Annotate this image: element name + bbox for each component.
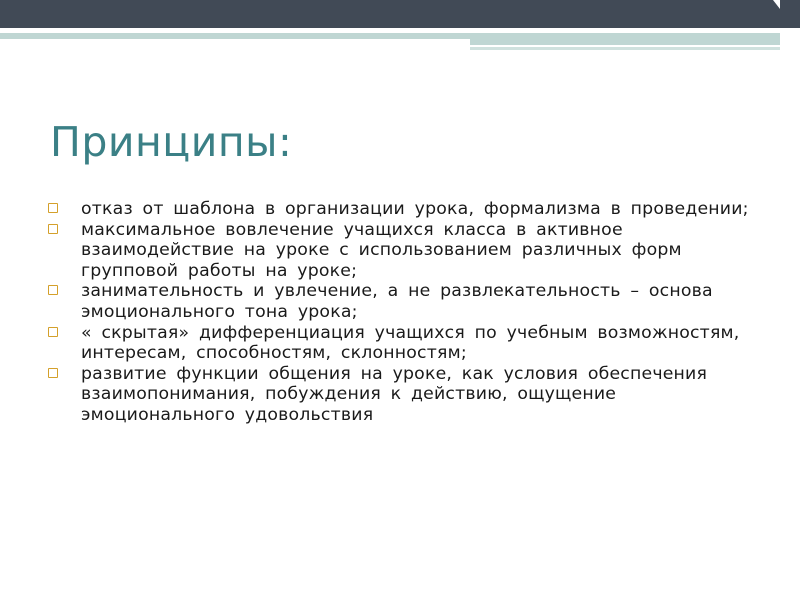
bullet-text: развитие функции общения на уроке, как условия обеспечения взаимопонимания, побуждения к действию, ощущение эмоционального удовольствия <box>81 363 708 425</box>
bullet-text: « скрытая» дифференциация учащихся по учебным возможностям, интересам, способностям, склонностям; <box>81 322 740 364</box>
checkbox-bullet-icon <box>48 327 58 337</box>
bullet-item <box>48 364 768 426</box>
checkbox-bullet-icon <box>48 203 58 213</box>
checkbox-bullet-icon <box>48 285 58 295</box>
bullet-text: максимальное вовлечение учащихся класса в активное взаимодействие на уроке с использованием различных форм групповой работы на уроке; <box>81 219 682 281</box>
bullet-item <box>48 281 768 322</box>
accent-line-short <box>470 39 780 45</box>
bullet-text: отказ от шаблона в организации урока, формализма в проведении; <box>81 199 749 219</box>
top-bar <box>0 0 780 28</box>
slide-title: Принципы: <box>50 118 293 166</box>
bullet-text: занимательность и увлечение, а не развлекательность – основа эмоционального тона урока; <box>81 281 713 322</box>
top-bar-notch <box>773 0 780 9</box>
checkbox-bullet-icon <box>48 368 58 378</box>
bullet-item <box>48 323 768 364</box>
bullet-item <box>48 199 768 220</box>
accent-line-thin <box>470 47 780 50</box>
bullet-item <box>48 220 768 282</box>
bullet-list <box>48 199 768 426</box>
top-bar-right <box>780 0 800 28</box>
checkbox-bullet-icon <box>48 224 58 234</box>
